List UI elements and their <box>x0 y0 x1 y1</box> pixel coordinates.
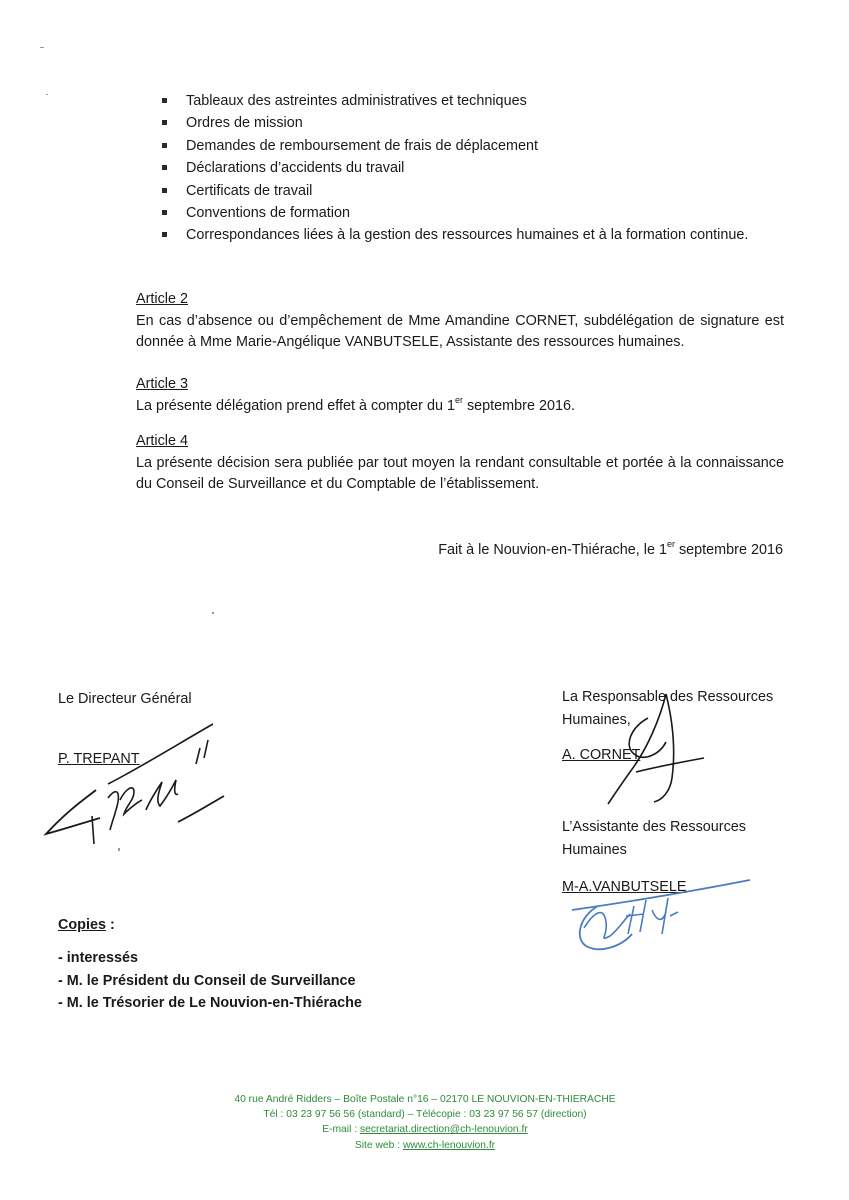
signatory-title: Humaines <box>562 841 627 858</box>
list-item: Déclarations d’accidents du travail <box>160 157 748 179</box>
website-link[interactable]: www.ch-lenouvion.fr <box>402 1139 496 1151</box>
hr-assistant-signature <box>568 876 758 966</box>
signatory-title: Le Directeur Général <box>58 691 192 707</box>
footer-address: 40 rue André Ridders – Boîte Postale n°16 – 02170 LE NOUVION-EN-THIERACHE <box>234 1094 616 1105</box>
signatory-hr-assistant <box>562 816 782 895</box>
article-heading: Article 2 <box>136 291 188 307</box>
list-item: Ordres de mission <box>160 112 748 134</box>
signatory-title: L’Assistante des Ressources <box>562 819 746 835</box>
scan-speck <box>46 94 48 95</box>
footer-web-line: Site web : www.ch-lenouvion.fr <box>354 1139 496 1151</box>
director-signature <box>38 718 238 858</box>
article-body: En cas d’absence ou d’empêchement de Mme Amandine CORNET, subdélégation de signature est donnée à Mme Marie-Angélique VANBUTSELE, Assistante des ressources humaines. <box>136 312 784 350</box>
footer-phone: Tél : 03 23 97 56 56 (standard) – Télécopie : 03 23 97 56 57 (direction) <box>263 1109 587 1121</box>
square-bullet-icon <box>162 210 167 215</box>
copies-section: Copies : - interessés - M. le Président du Conseil de Surveillance - M. le Trésorier de Le Nouvion-en-Thiérache <box>58 914 362 1015</box>
scan-speck <box>40 47 44 48</box>
article-body: La présente décision sera publiée par tout moyen la rendant consultable et portée à la connaissance du Conseil de Surveillance et du Comptable de l’établissement. <box>136 454 784 492</box>
list-item: Demandes de remboursement de frais de déplacement <box>160 135 748 157</box>
square-bullet-icon <box>162 143 167 148</box>
square-bullet-icon <box>162 165 167 170</box>
email-link[interactable]: secretariat.direction@ch-lenouvion.fr <box>359 1124 528 1136</box>
square-bullet-icon <box>162 232 167 237</box>
list-item: Conventions de formation <box>160 202 748 224</box>
article-4 <box>136 431 784 496</box>
place-date-line: Fait à le Nouvion-en-Thiérache, le 1er septembre 2016 <box>438 539 783 558</box>
article-heading: Article 4 <box>136 433 188 449</box>
list-item: - interessés <box>58 949 138 966</box>
list-item: - M. le Président du Conseil de Surveillance <box>58 972 356 989</box>
list-item: - M. le Trésorier de Le Nouvion-en-Thiérache <box>58 995 362 1012</box>
signatory-name: M-A.VANBUTSELE <box>562 879 687 895</box>
list-item: Correspondances liées à la gestion des ressources humaines et à la formation continue. <box>160 224 748 246</box>
copies-list <box>58 947 362 1015</box>
article-body: La présente délégation prend effet à compter du 1er septembre 2016. <box>136 394 575 414</box>
copies-heading: Copies <box>58 917 106 933</box>
signatory-director <box>58 689 192 767</box>
signatory-name: A. CORNET <box>562 747 641 763</box>
signatory-name: P. TREPANT <box>58 751 140 767</box>
scan-speck <box>212 612 214 614</box>
square-bullet-icon <box>162 98 167 103</box>
signatory-title: Humaines, <box>562 711 631 728</box>
square-bullet-icon <box>162 120 167 125</box>
list-item: Certificats de travail <box>160 180 748 202</box>
hr-manager-signature <box>600 688 720 808</box>
list-item: Tableaux des astreintes administratives et techniques <box>160 90 748 112</box>
bullet-list <box>160 90 748 247</box>
footer-email-line: E-mail : secretariat.direction@ch-lenouvion.fr <box>322 1124 528 1136</box>
signatory-title: La Responsable des Ressources <box>562 689 774 705</box>
letterhead-footer <box>150 1092 700 1153</box>
square-bullet-icon <box>162 188 167 193</box>
article-3 <box>136 374 784 417</box>
article-heading: Article 3 <box>136 376 188 392</box>
article-2 <box>136 289 784 354</box>
